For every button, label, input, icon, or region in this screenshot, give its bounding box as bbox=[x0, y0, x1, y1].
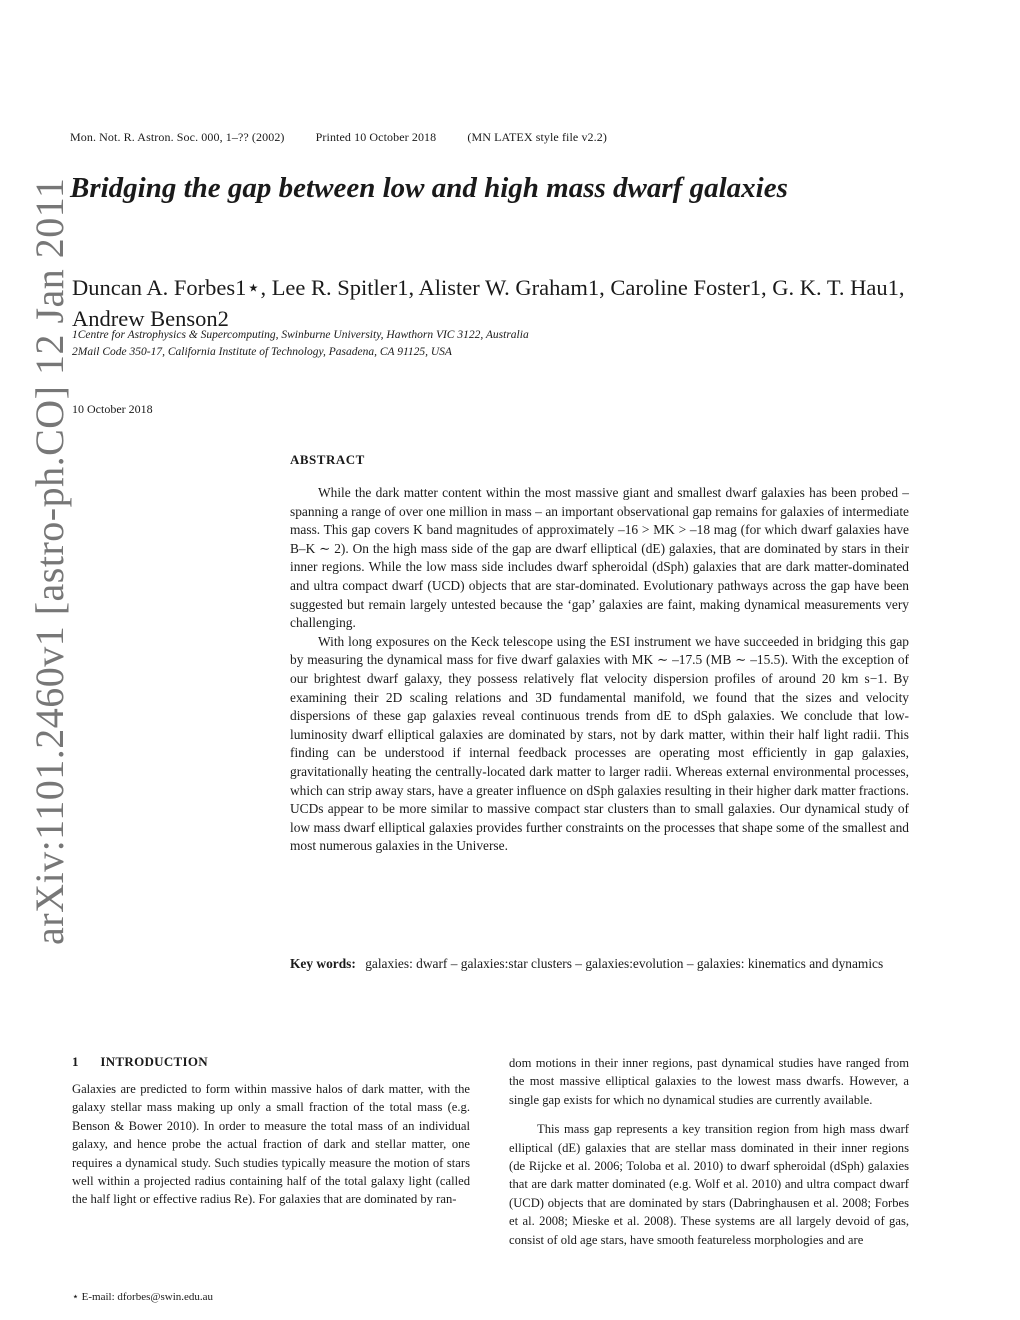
body-paragraph: This mass gap represents a key transition region from high mass dwarf elliptical (dE) galaxies that are stellar mass dominated in their inner regions (de Rijcke et al. 2006; Toloba et al. 2010) to dwarf spheroidal (dSph) galaxies that are dark matter dominated (e.g. Wolf et al. 2010) and ultra compact dwarf (UCD) objects that are dominated by stars (Dabringhausen et al. 2008; Forbes et al. 2008; Mieske et al. 2008). These systems are all largely devoid of gas, consist of old age stars, have smooth featureless morphologies and are bbox=[509, 1122, 909, 1247]
author-list: Duncan A. Forbes1⋆, Lee R. Spitler1, Alister W. Graham1, Caroline Foster1, G. K. T. Hau1, Andrew Benson2 bbox=[72, 275, 905, 331]
journal-header bbox=[70, 130, 635, 145]
abstract-heading: ABSTRACT bbox=[290, 452, 365, 467]
arxiv-identifier: arXiv:1101.2460v1 [astro-ph.CO] 12 Jan 2011 bbox=[27, 177, 72, 945]
keywords-label: Key words: bbox=[290, 956, 356, 971]
abstract-paragraph: With long exposures on the Keck telescope using the ESI instrument we have succeeded in bridging this gap by measuring the dynamical mass for five dwarf galaxies with MK ∼ –17.5 (MB ∼ –15.5). With the exception of our brightest dwarf galaxy, they possess relatively flat velocity dispersion profiles of around 20 km s−1. By examining their 2D scaling relations and 3D fundamental manifold, we found that the sizes and velocity dispersions of these gap galaxies reveal continuous trends from dE to dSph galaxies. We conclude that low-luminosity dwarf elliptical galaxies are dominated by stars, not by dark matter, within their half light radii. This finding can be understood if internal feedback processes are operating most efficiently in gap galaxies, gravitationally heating the centrally-located dark matter to larger radii. Whereas external environmental processes, which can strip away stars, have a greater influence on dSph galaxies resulting in their higher dark matter fractions. UCDs appear to be more similar to massive compact star clusters than to small galaxies. Our dynamical study of low mass dwarf elliptical galaxies provides further constraints on the processes that shape some of the smallest and most numerous galaxies in the Universe. bbox=[290, 633, 909, 854]
style-file: (MN LATEX style file v2.2) bbox=[467, 130, 607, 144]
section-title: INTRODUCTION bbox=[100, 1054, 208, 1069]
left-column bbox=[72, 1080, 470, 1209]
section-number: 1 bbox=[72, 1054, 79, 1069]
intro-paragraph: Galaxies are predicted to form within massive halos of dark matter, with the galaxy stellar mass making up only a small fraction of the total mass (e.g. Benson & Bower 2010). In order to measure the total mass of an individual galaxy, and hence probe the actual fraction of dark and stellar matter, one requires a dynamical study. Such studies typically measure the motion of stars well within a projected radius containing half of the total galaxy light (called the half light or effective radius Re). For galaxies that are dominated by ran- bbox=[72, 1082, 470, 1207]
keywords bbox=[290, 955, 909, 974]
affiliation-1: 1Centre for Astrophysics & Supercomputing, Swinburne University, Hawthorn VIC 3122, Australia bbox=[72, 329, 529, 341]
keywords-text: galaxies: dwarf – galaxies:star clusters – galaxies:evolution – galaxies: kinematics and dynamics bbox=[365, 956, 884, 971]
abstract-body bbox=[290, 484, 909, 856]
paper-date: 10 October 2018 bbox=[72, 402, 153, 416]
abstract-paragraph: While the dark matter content within the most massive giant and smallest dwarf galaxies has been probed – spanning a range of over one million in mass – an important observational gap remains for galaxies of intermediate mass. This gap covers K band magnitudes of approximately –16 > MK > –18 mag (for which dwarf galaxies have B–K ∼ 2). On the high mass side of the gap are dwarf elliptical (dE) galaxies, that are dominated by stars in their inner regions. While the low mass side includes dwarf spheroidal (dSph) galaxies that are dark matter-dominated and ultra compact dwarf (UCD) objects that are star-dominated. Evolutionary pathways across the gap have been suggested but remain largely untested because the ‘gap’ galaxies are faint, making dynamical measurements very challenging. bbox=[290, 485, 909, 631]
section-heading bbox=[72, 1054, 208, 1070]
footnote-email: ⋆ E-mail: dforbes@swin.edu.au bbox=[72, 1291, 214, 1303]
journal-citation: Mon. Not. R. Astron. Soc. 000, 1–?? (2002) bbox=[70, 130, 285, 144]
affiliation-2: 2Mail Code 350-17, California Institute of Technology, Pasadena, CA 91125, USA bbox=[72, 346, 452, 358]
body-paragraph: dom motions in their inner regions, past dynamical studies have ranged from the most massive elliptical galaxies to the lowest mass dwarfs. However, a single gap exists for which no dynamical studies are currently available. bbox=[509, 1056, 909, 1107]
paper-title: Bridging the gap between low and high mass dwarf galaxies bbox=[70, 172, 788, 204]
printed-date: Printed 10 October 2018 bbox=[315, 130, 437, 144]
right-column bbox=[509, 1054, 909, 1249]
